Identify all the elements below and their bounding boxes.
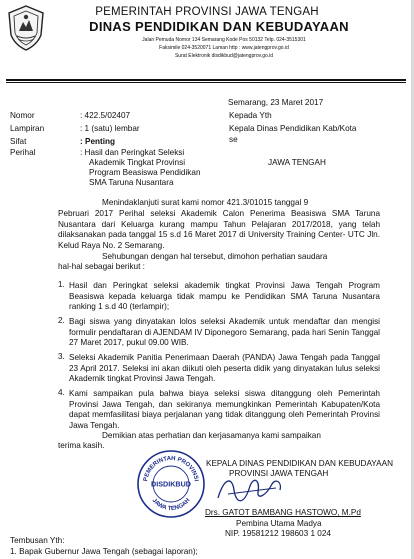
body-paragraph-1: Pebruari 2017 Perihal seleksi Akademik Calon Penerima Beasiswa SMA Taruna Nusantara dari Keluarga kurang mampu Tahun Pelajaran 2017/2018, yang telah dilaksanakan pada tanggal 15 s.d 16 Maret 2017 di University Training Center- UTC Jln. Kelud Raya No. 2 Semarang.	[58, 209, 380, 250]
official-stamp	[136, 449, 206, 519]
signatory-title: KEPALA DINAS PENDIDIKAN DAN KEBUDAYAAN	[206, 459, 393, 468]
list-item: Bagi siswa yang dinyatakan lolos seleksi Akademik untuk mendaftar dan mengisi formulir pendaftaran di AJENDAM IV Diponegoro Semarang, pada hari Senin Tanggal 27 Maret 2017, pukul 09.00 WIB.	[69, 317, 380, 347]
meta-label-sifat: Sifat	[10, 137, 27, 146]
perihal-line-3: Program Beasiswa Pendidikan	[89, 168, 201, 177]
letterhead-agency: DINAS PENDIDIKAN DAN KEBUDAYAAN	[89, 19, 349, 34]
meta-label-nomor: Nomor	[10, 111, 35, 120]
handwritten-signature	[210, 468, 288, 510]
meta-label-lampiran: Lampiran	[10, 124, 45, 133]
body-paragraph-2: hal-hal sebagai berikut :	[58, 262, 145, 271]
addressee-region: JAWA TENGAH	[268, 158, 326, 167]
meta-value-sifat: : Penting	[80, 137, 116, 146]
meta-value-lampiran: : 1 (satu) lembar	[80, 124, 140, 133]
cc-heading: Tembusan Yth:	[10, 536, 65, 545]
letterhead-email: Surat Elektronik disdikbud@jatengprov.go.id	[174, 53, 274, 59]
letterhead-fax-web: Faksimile 024-3520071 Laman http : www.jatengprov.go.id	[159, 45, 289, 51]
cc-item: 1. Bapak Gubernur Jawa Tengah (sebagai laporan);	[10, 547, 198, 556]
list-item: Hasil dan Peringkat seleksi akademik tingkat Provinsi Jawa Tengah Program Beasiswa kepada keluarga tidak mampu ke Pendidikan SMA Taruna Nusantara ranking 1 s.d 40 (terlampir);	[69, 281, 380, 311]
svg-text:JAWA TENGAH	[151, 498, 192, 512]
letter-date: Semarang, 23 Maret 2017	[228, 98, 324, 107]
letterhead-rule-thin	[6, 82, 406, 83]
stamp-center-text: DISDIKBUD	[151, 479, 191, 489]
signatory-nip: NIP. 19581212 198603 1 024	[225, 529, 331, 538]
signatory-province: PROVINSI JAWA TENGAH	[229, 469, 329, 478]
addressee-greeting: Kepada Yth	[229, 111, 272, 120]
addressee-recipient: Kepala Dinas Pendidikan Kab/Kota	[229, 124, 357, 133]
list-item-number: 2.	[58, 316, 65, 325]
perihal-line-2: Akademik Tingkat Provinsi	[89, 158, 186, 167]
letterhead-rule-thick	[6, 79, 406, 81]
list-item: Kami sampaikan pula bahwa biaya seleksi siswa ditanggung oleh Pemerintah Provinsi Jawa Tengah, dan sekiranya memungkinkan Pemerintah Kabupaten/Kota dapat memfasilitasi biaya perjalanan yang tidak ditanggung oleh Pemerintah Provinsi Jawa Tengah.	[69, 389, 380, 430]
stamp-top-text: PEMERINTAH PROVINSI	[143, 455, 199, 482]
closing-paragraph-lead: Demikian atas perhatian dan kerjasamanya kami sampaikan	[102, 431, 321, 440]
meta-value-perihal: : Hasil dan Peringkat Seleksi	[80, 148, 185, 157]
signatory-name: Drs. GATOT BAMBANG HASTOWO, M.Pd	[205, 508, 361, 517]
list-item-number: 4.	[58, 388, 65, 397]
meta-label-perihal: Perihal	[10, 148, 36, 157]
body-paragraph-2-lead: Sehubungan dengan hal tersebut, dimohon perhatian saudara	[102, 252, 328, 261]
list-item: Seleksi Akademik Panitia Penerimaan Daerah (PANDA) Jawa Tengah pada Tanggal 23 April 2017. Seleksi ini akan diikuti oleh peserta didik yang dinyatakan lulus seleksi Akademik tingkat Provinsi Jawa Tengah.	[69, 353, 380, 383]
svg-text:PEMERINTAH PROVINSI	[143, 456, 199, 482]
list-item-number: 1.	[58, 280, 65, 289]
body-paragraph-1-lead: Menindaklanjuti surat kami nomor 421.3/01015 tanggal 9	[102, 198, 309, 207]
meta-value-nomor: : 422.5/02407	[80, 111, 131, 120]
addressee-se: se	[229, 135, 238, 144]
closing-paragraph: terima kasih.	[58, 441, 105, 450]
letterhead-address: Jalan Pemuda Nomor 134 Semarang Kode Pos 50132 Telp. 024-3515301	[142, 37, 306, 43]
letterhead-government: PEMERINTAH PROVINSI JAWA TENGAH	[95, 6, 319, 18]
stamp-bottom-text: JAWA TENGAH	[150, 497, 192, 513]
signatory-rank: Pembina Utama Madya	[236, 519, 322, 528]
perihal-line-4: SMA Taruna Nusantara	[89, 178, 174, 187]
list-item-number: 3.	[58, 352, 65, 361]
